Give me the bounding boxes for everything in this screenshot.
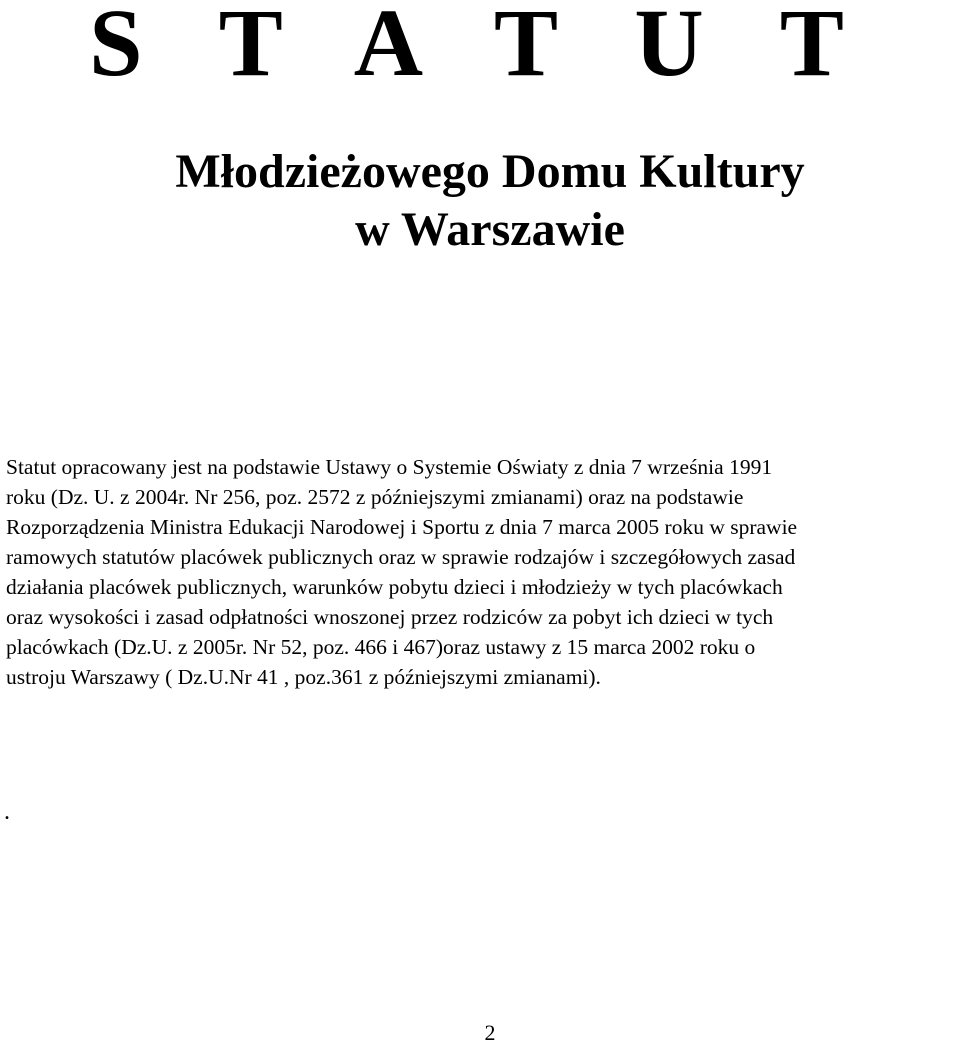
document-subtitle-line-1: Młodzieżowego Domu Kultury (175, 145, 805, 198)
page-number: 2 (484, 1020, 496, 1045)
paragraph-line: działania placówek publicznych, warunków pobytu dzieci i młodzieży w tych placówkach (6, 575, 783, 599)
document-subtitle-line-2: w Warszawie (355, 203, 625, 256)
stray-dot: . (4, 799, 10, 825)
paragraph-line: roku (Dz. U. z 2004r. Nr 256, poz. 2572 z późniejszymi zmianami) oraz na podstawie (6, 485, 744, 509)
paragraph-line: ramowych statutów placówek publicznych oraz w sprawie rodzajów i szczegółowych zasad (6, 545, 796, 569)
paragraph-line: placówkach (Dz.U. z 2005r. Nr 52, poz. 466 i 467)oraz ustawy z 15 marca 2002 roku o (6, 635, 756, 659)
statute-basis-paragraph (6, 452, 960, 692)
paragraph-line: oraz wysokości i zasad odpłatności wnoszonej przez rodziców za pobyt ich dzieci w tych (6, 605, 774, 629)
paragraph-line: Rozporządzenia Ministra Edukacji Narodowej i Sportu z dnia 7 marca 2005 roku w sprawie (6, 515, 798, 539)
paragraph-line: Statut opracowany jest na podstawie Ustawy o Systemie Oświaty z dnia 7 września 1991 (6, 455, 773, 479)
document-title: S T A T U T (89, 0, 871, 96)
paragraph-line: ustroju Warszawy ( Dz.U.Nr 41 , poz.361 z późniejszymi zmianami). (6, 665, 601, 689)
